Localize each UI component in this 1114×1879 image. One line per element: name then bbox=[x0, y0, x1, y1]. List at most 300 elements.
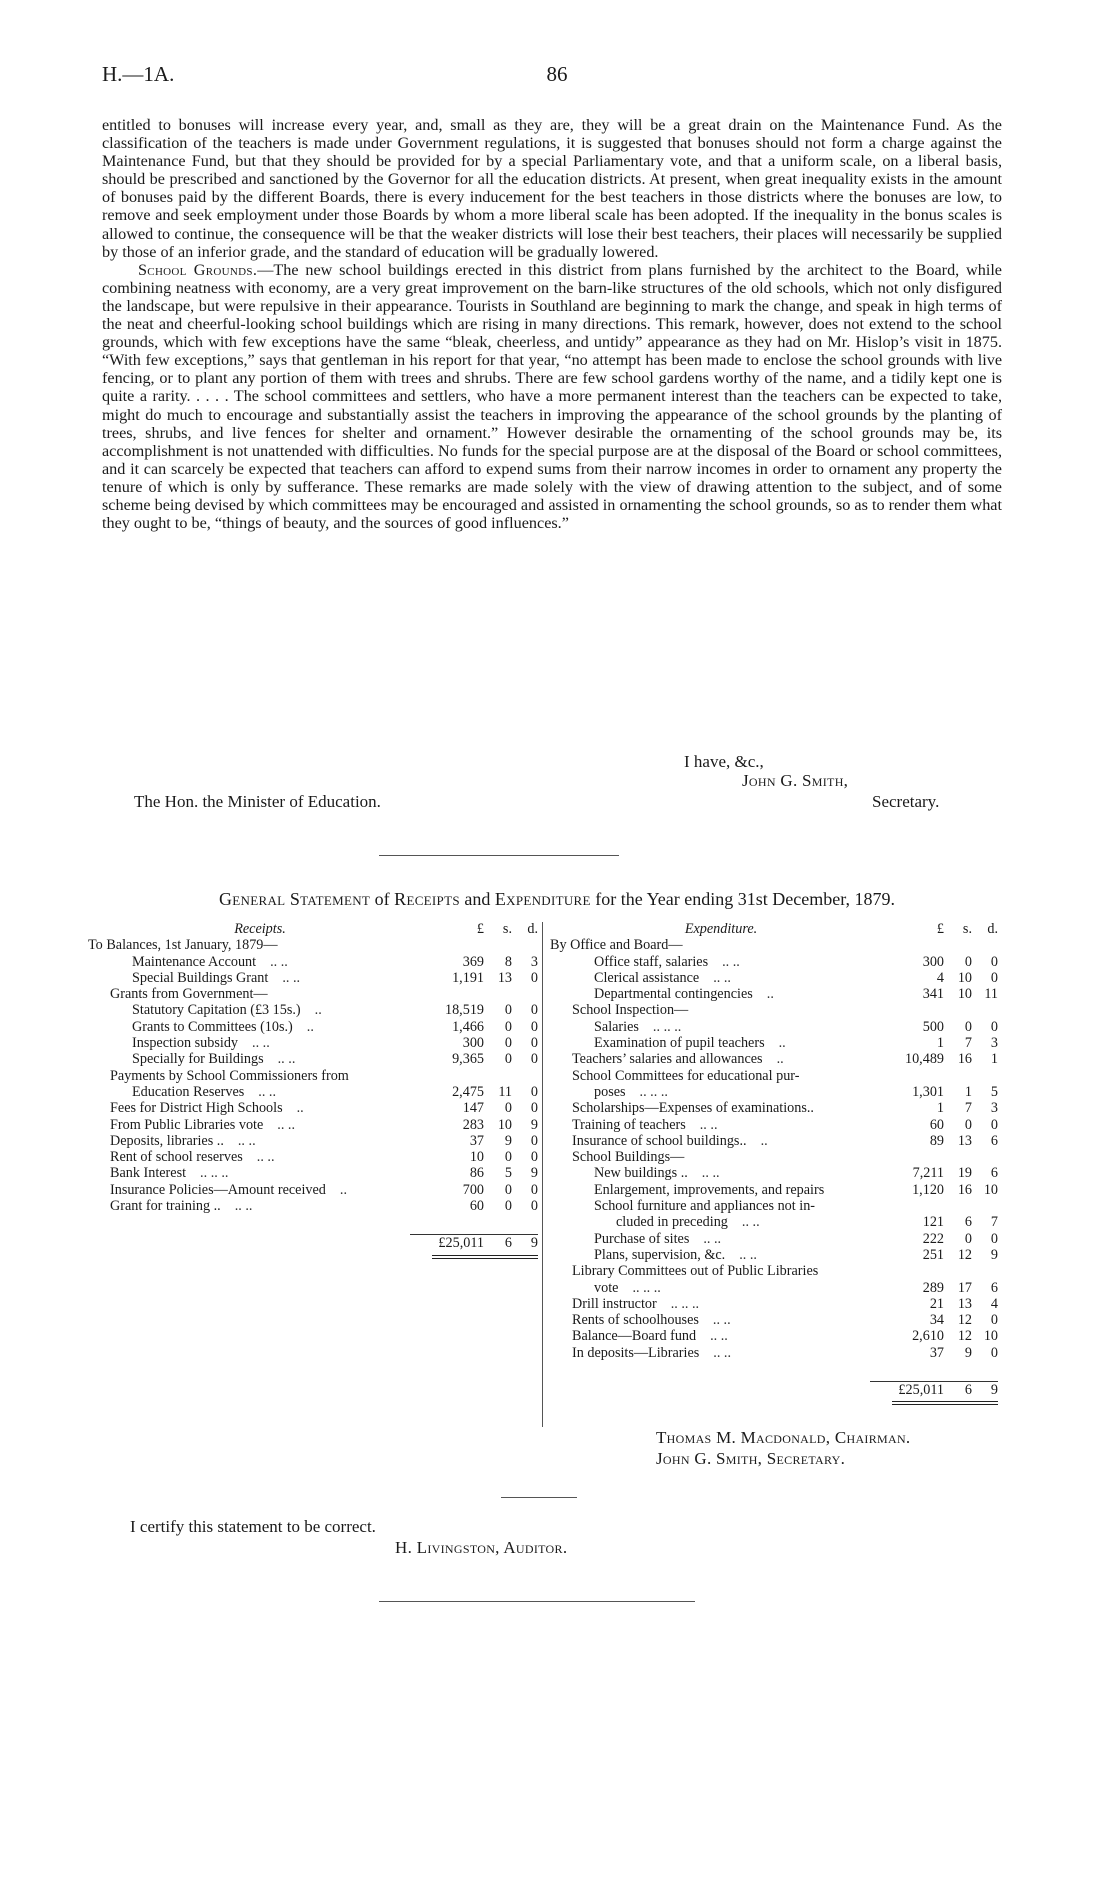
expenditure-row bbox=[550, 1035, 998, 1051]
expenditure-shillings: 12 bbox=[957, 1312, 972, 1329]
document-code: H.—1A. bbox=[102, 62, 175, 86]
receipts-pounds: 86 bbox=[469, 1165, 484, 1182]
expenditure-row bbox=[550, 1100, 998, 1116]
expenditure-label-text: Salaries bbox=[594, 1018, 639, 1035]
receipts-row bbox=[88, 1035, 538, 1051]
expenditure-row bbox=[550, 1068, 998, 1084]
expenditure-label bbox=[550, 1182, 892, 1198]
expenditure-label bbox=[550, 1198, 892, 1214]
expenditure-label bbox=[550, 1133, 892, 1149]
expenditure-shillings: 7 bbox=[964, 1100, 972, 1117]
receipts-leader-dots: .. .. bbox=[277, 1116, 296, 1133]
expenditure-label-text: Rents of schoolhouses bbox=[572, 1312, 699, 1329]
expenditure-label-text: Training of teachers bbox=[572, 1116, 686, 1133]
receipts-leader-dots: .. .. bbox=[256, 1149, 275, 1166]
expenditure-label bbox=[550, 954, 892, 970]
expenditure-pounds: 121 bbox=[922, 1214, 944, 1231]
receipts-pence: 0 bbox=[530, 1083, 538, 1100]
receipts-leader-dots: .. bbox=[296, 1100, 304, 1117]
receipts-label bbox=[88, 1002, 432, 1018]
expenditure-label bbox=[550, 1149, 892, 1165]
receipts-label-text: Payments by School Commissioners from bbox=[110, 1067, 349, 1084]
expenditure-heading: Expenditure. bbox=[684, 921, 758, 937]
expenditure-label bbox=[550, 1312, 892, 1328]
receipts-leader-dots: .. .. bbox=[282, 969, 301, 986]
receipts-row bbox=[88, 1198, 538, 1214]
expenditure-row bbox=[550, 954, 998, 970]
receipts-leader-dots: .. bbox=[339, 1181, 347, 1198]
receipts-pence: 0 bbox=[530, 1018, 538, 1035]
expenditure-label bbox=[550, 1117, 892, 1133]
expenditure-label bbox=[550, 970, 892, 986]
receipts-total-row bbox=[88, 1234, 538, 1251]
title-word: Statement bbox=[289, 889, 371, 909]
expenditure-leader-dots: .. .. bbox=[713, 969, 731, 986]
receipts-shillings: 0 bbox=[504, 1035, 512, 1052]
expenditure-shillings: 0 bbox=[964, 1116, 972, 1133]
expenditure-label-text: Insurance of school buildings.. bbox=[572, 1132, 747, 1149]
paragraph-school-grounds-text: —The new school buildings erected in this district from plans furnished by the architect to the Board, while combining neatness with economy, are a very great improvement on the barn-like structures of the old schools, which not only disfigured the landscape, but were repulsive in their appearance. Tourists in Southland are beginning to mark the change, and speak in high terms of the neat and cheerful-looking school buildings which are rising in many directions. This remark, however, does not extend to the school grounds, which with few exceptions have the same “bleak, cheerless, and untidy” appearance as they had on Mr. Hislop’s visit in 1875. “With few exceptions,” says that gentleman in his report for that year, “no attempt has been made to enclose the school grounds with live fencing, or to plant any portion of them with trees and shrubs. There are few school gardens worthy of the name, and a tidily kept one is quite a rarity. . . . . The school committees and settlers, who have a more permanent interest than the teachers can be expected to take, might do much to encourage and substantially assist the teachers in improving the appearance of the school grounds by the planting of trees, shrubs, and live fences for shelter and ornament.” However desirable the ornamenting of the school grounds may be, its accomplishment is not unattended with difficulties. No funds for the special purpose are at the disposal of the Board or school committees, and it can scarcely be expected that teachers can afford to expend sums from their narrow incomes in order to ornament any property the tenure of which is only by sufferance. These remarks are made solely with the view of drawing attention to the subject, and of some scheme being devised by which committees may be encouraged and assisted in ornamenting the school grounds, so as to render them what they ought to be, “things of beauty, and the sources of good influences.” bbox=[102, 260, 1002, 533]
expenditure-pence: 10 bbox=[983, 1181, 998, 1198]
receipts-label-text: Maintenance Account bbox=[132, 953, 257, 970]
expenditure-leader-dots: .. .. .. bbox=[670, 1295, 700, 1312]
shillings-header: s. bbox=[962, 921, 972, 937]
expenditure-label-text: Drill instructor bbox=[572, 1295, 657, 1312]
expenditure-label-text: Plans, supervision, &c. bbox=[594, 1246, 726, 1263]
expenditure-pence: 7 bbox=[990, 1214, 998, 1231]
receipts-leader-dots: .. .. bbox=[277, 1051, 296, 1068]
receipts-shillings: 11 bbox=[498, 1083, 512, 1100]
receipts-pence: 9 bbox=[530, 1165, 538, 1182]
receipts-shillings: 0 bbox=[504, 1018, 512, 1035]
expenditure-pence: 0 bbox=[990, 1018, 998, 1035]
receipts-row bbox=[88, 1117, 538, 1133]
expenditure-pence: 0 bbox=[990, 1230, 998, 1247]
receipts-row bbox=[88, 1002, 538, 1018]
expenditure-label-text: In deposits—Libraries bbox=[572, 1344, 700, 1361]
expenditure-row bbox=[550, 1182, 998, 1198]
expenditure-leader-dots: .. bbox=[778, 1035, 786, 1052]
receipts-rows bbox=[88, 937, 538, 1214]
expenditure-pence: 9 bbox=[990, 1246, 998, 1263]
expenditure-label-text: Enlargement, improvements, and repairs bbox=[594, 1181, 825, 1198]
receipts-column bbox=[88, 921, 538, 1259]
expenditure-label bbox=[550, 1084, 892, 1100]
expenditure-pounds: 37 bbox=[929, 1344, 944, 1361]
receipts-pounds: 60 bbox=[469, 1198, 484, 1215]
expenditure-pounds: 1,120 bbox=[912, 1181, 944, 1198]
expenditure-pence: 6 bbox=[990, 1279, 998, 1296]
receipts-label-text: Statutory Capitation (£3 15s.) bbox=[132, 1002, 301, 1019]
receipts-pence: 0 bbox=[530, 1198, 538, 1215]
receipts-leader-dots: .. .. bbox=[258, 1083, 277, 1100]
receipts-leader-dots: .. bbox=[314, 1002, 322, 1019]
title-word: Receipts bbox=[394, 889, 460, 909]
receipts-pounds: 37 bbox=[469, 1132, 484, 1149]
expenditure-leader-dots: .. .. .. bbox=[652, 1018, 682, 1035]
receipts-shillings: 5 bbox=[504, 1165, 512, 1182]
pounds-header: £ bbox=[936, 921, 944, 937]
receipts-pounds: 10 bbox=[469, 1149, 484, 1166]
expenditure-pence: 0 bbox=[990, 1116, 998, 1133]
receipts-row bbox=[88, 1068, 538, 1084]
expenditure-label bbox=[550, 1002, 892, 1018]
expenditure-shillings: 12 bbox=[957, 1246, 972, 1263]
expenditure-pounds: 1,301 bbox=[912, 1083, 944, 1100]
expenditure-shillings: 10 bbox=[957, 986, 972, 1003]
receipts-label-text: Special Buildings Grant bbox=[132, 969, 269, 986]
receipts-leader-dots: .. bbox=[306, 1018, 314, 1035]
expenditure-pence: 0 bbox=[990, 969, 998, 986]
receipts-label bbox=[88, 1035, 432, 1051]
expenditure-row bbox=[550, 1051, 998, 1067]
expenditure-column bbox=[550, 921, 998, 1405]
expenditure-pounds: 251 bbox=[922, 1246, 944, 1263]
receipts-pounds: 1,191 bbox=[452, 969, 484, 986]
expenditure-label bbox=[550, 1100, 892, 1116]
expenditure-pence: 11 bbox=[984, 986, 998, 1003]
expenditure-label bbox=[550, 986, 892, 1002]
receipts-label-text: Inspection subsidy bbox=[132, 1035, 239, 1052]
receipts-row bbox=[88, 1149, 538, 1165]
expenditure-row bbox=[550, 1117, 998, 1133]
end-divider bbox=[379, 1601, 695, 1602]
receipts-label bbox=[88, 1182, 432, 1198]
receipts-label bbox=[88, 1198, 432, 1214]
title-word: of bbox=[374, 889, 390, 909]
expenditure-leader-dots: .. .. bbox=[710, 1328, 728, 1345]
receipts-total-double-rule bbox=[432, 1255, 538, 1259]
expenditure-label-text: Examination of pupil teachers bbox=[594, 1035, 765, 1052]
letter-addressee: The Hon. the Minister of Education. bbox=[134, 792, 381, 811]
expenditure-label-text: School furniture and appliances not in- bbox=[594, 1198, 816, 1215]
expenditure-shillings: 19 bbox=[957, 1165, 972, 1182]
receipts-pence: 0 bbox=[530, 1132, 538, 1149]
expenditure-label-text: Library Committees out of Public Libraries bbox=[572, 1263, 819, 1280]
expenditure-leader-dots: .. .. bbox=[699, 1116, 718, 1133]
expenditure-pence: 6 bbox=[990, 1132, 998, 1149]
title-word: General bbox=[219, 889, 286, 909]
short-divider bbox=[501, 1497, 577, 1498]
statement-title bbox=[0, 889, 1114, 910]
expenditure-shillings: 16 bbox=[957, 1051, 972, 1068]
receipts-label bbox=[88, 1149, 432, 1165]
expenditure-row bbox=[550, 1231, 998, 1247]
chairman-signature: Thomas M. Macdonald, Chairman. bbox=[656, 1428, 911, 1447]
receipts-row bbox=[88, 1019, 538, 1035]
receipts-total-shillings: 6 bbox=[484, 1234, 512, 1251]
expenditure-shillings: 7 bbox=[964, 1035, 972, 1052]
expenditure-leader-dots: .. .. bbox=[712, 1312, 731, 1329]
receipts-shillings: 0 bbox=[504, 1002, 512, 1019]
expenditure-label bbox=[550, 1280, 892, 1296]
expenditure-pence: 0 bbox=[990, 1344, 998, 1361]
expenditure-row bbox=[550, 1198, 998, 1214]
receipts-leader-dots: .. .. .. bbox=[200, 1165, 229, 1182]
receipts-shillings: 0 bbox=[504, 1198, 512, 1215]
receipts-label bbox=[88, 1100, 432, 1116]
expenditure-leader-dots: .. .. bbox=[741, 1214, 760, 1231]
receipts-label bbox=[88, 937, 432, 953]
expenditure-pounds: 2,610 bbox=[912, 1328, 944, 1345]
expenditure-shillings: 0 bbox=[964, 1018, 972, 1035]
expenditure-label-text: vote bbox=[594, 1279, 619, 1296]
report-body bbox=[102, 116, 1002, 532]
expenditure-rows bbox=[550, 937, 998, 1361]
expenditure-label bbox=[550, 1165, 892, 1181]
expenditure-total-pence: 9 bbox=[972, 1381, 998, 1398]
expenditure-label-text: Office staff, salaries bbox=[594, 953, 709, 970]
expenditure-row bbox=[550, 1312, 998, 1328]
expenditure-label-text: Purchase of sites bbox=[594, 1230, 690, 1247]
expenditure-leader-dots: .. .. bbox=[722, 953, 740, 970]
letter-signatory-title: Secretary. bbox=[872, 792, 940, 811]
receipts-label-text: From Public Libraries vote bbox=[110, 1116, 264, 1133]
expenditure-pence: 6 bbox=[990, 1165, 998, 1182]
receipts-leader-dots: .. .. bbox=[234, 1198, 253, 1215]
receipts-pounds: 9,365 bbox=[452, 1051, 484, 1068]
expenditure-label-text: School Inspection— bbox=[572, 1002, 689, 1019]
receipts-pence: 9 bbox=[530, 1116, 538, 1133]
receipts-label bbox=[88, 1117, 432, 1133]
expenditure-pounds: 89 bbox=[929, 1132, 944, 1149]
expenditure-label bbox=[550, 1051, 892, 1067]
paragraph-bonuses: entitled to bonuses will increase every year, and, small as they are, they will be a great drain on the Maintenance Fund. As the classification of the teachers is made under Government regulations, it is suggested that bonuses should not form a charge against the Maintenance Fund, but that they should be provided for by a special Parliamentary vote, and that a uniform scale, on a liberal basis, should be prescribed and sanctioned by the Governor for all the education districts. At present, when great inequality exists in the amount of bonuses paid by the different Boards, there is every inducement for the best teachers in those districts where the bonuses are low, to remove and seek employment under those Boards by whom a more liberal scale has been adopted. If the inequality in the bonus scales is allowed to continue, the consequence will be that the weaker districts will lose their best teachers, their places will necessarily be supplied by those of an inferior grade, and the standard of education will be gradually lowered. bbox=[102, 116, 1002, 261]
expenditure-shillings: 13 bbox=[957, 1295, 972, 1312]
expenditure-pence: 1 bbox=[990, 1051, 998, 1068]
expenditure-label bbox=[550, 1328, 892, 1344]
expenditure-label bbox=[550, 1214, 892, 1230]
expenditure-leader-dots: .. bbox=[760, 1132, 768, 1149]
expenditure-row bbox=[550, 937, 998, 953]
receipts-pence: 0 bbox=[530, 1035, 538, 1052]
expenditure-label-text: School Buildings— bbox=[572, 1149, 685, 1166]
receipts-label-text: Grants to Committees (10s.) bbox=[132, 1018, 293, 1035]
receipts-leader-dots: .. .. bbox=[270, 953, 288, 970]
expenditure-shillings: 9 bbox=[964, 1344, 972, 1361]
section-divider bbox=[379, 855, 619, 856]
expenditure-row bbox=[550, 1214, 998, 1230]
receipts-shillings: 0 bbox=[504, 1149, 512, 1166]
secretary-signature: John G. Smith, Secretary. bbox=[656, 1449, 846, 1468]
expenditure-label-text: New buildings .. bbox=[594, 1165, 688, 1182]
expenditure-header-row bbox=[550, 921, 998, 937]
certification-text: I certify this statement to be correct. bbox=[130, 1517, 376, 1536]
receipts-label-text: Rent of school reserves bbox=[110, 1149, 243, 1166]
expenditure-row bbox=[550, 1345, 998, 1361]
receipts-pence: 0 bbox=[530, 1181, 538, 1198]
pence-header: d. bbox=[987, 921, 998, 937]
receipts-label-text: Fees for District High Schools bbox=[110, 1100, 283, 1117]
title-word: Expenditure bbox=[494, 889, 591, 909]
expenditure-label bbox=[550, 1068, 892, 1084]
expenditure-pounds: 34 bbox=[929, 1312, 944, 1329]
expenditure-pounds: 60 bbox=[929, 1116, 944, 1133]
title-word: for the Year ending 31st December, 1879. bbox=[595, 889, 895, 909]
receipts-label-text: Insurance Policies—Amount received bbox=[110, 1181, 326, 1198]
expenditure-label-text: School Committees for educational pur- bbox=[572, 1067, 800, 1084]
section-heading-school-grounds: School Grounds. bbox=[138, 260, 258, 279]
receipts-label bbox=[88, 1051, 432, 1067]
expenditure-label bbox=[550, 1247, 892, 1263]
expenditure-shillings: 0 bbox=[964, 1230, 972, 1247]
expenditure-leader-dots: .. .. .. bbox=[639, 1083, 668, 1100]
expenditure-shillings: 0 bbox=[964, 953, 972, 970]
receipts-row bbox=[88, 970, 538, 986]
expenditure-pence: 0 bbox=[990, 1312, 998, 1329]
receipts-pounds: 1,466 bbox=[452, 1018, 484, 1035]
receipts-label bbox=[88, 970, 432, 986]
receipts-shillings: 0 bbox=[504, 1051, 512, 1068]
expenditure-label-text: By Office and Board— bbox=[550, 937, 683, 954]
expenditure-leader-dots: .. .. bbox=[713, 1344, 731, 1361]
shillings-header: s. bbox=[502, 921, 512, 937]
receipts-label-text: Specially for Buildings bbox=[132, 1051, 264, 1068]
receipts-row bbox=[88, 1084, 538, 1100]
expenditure-label bbox=[550, 1296, 892, 1312]
expenditure-pounds: 300 bbox=[922, 953, 944, 970]
expenditure-label-text: Scholarships—Expenses of examinations.. bbox=[572, 1100, 814, 1117]
receipts-label bbox=[88, 986, 432, 1002]
receipts-label bbox=[88, 1084, 432, 1100]
paragraph-school-grounds bbox=[102, 261, 1002, 532]
expenditure-row bbox=[550, 1263, 998, 1279]
expenditure-pounds: 4 bbox=[936, 969, 944, 986]
expenditure-pounds: 7,211 bbox=[912, 1165, 944, 1182]
receipts-pounds: 369 bbox=[462, 953, 484, 970]
expenditure-row bbox=[550, 1280, 998, 1296]
receipts-pounds: 2,475 bbox=[452, 1083, 484, 1100]
expenditure-label-text: cluded in preceding bbox=[616, 1214, 728, 1231]
pounds-header: £ bbox=[476, 921, 484, 937]
receipts-row bbox=[88, 1100, 538, 1116]
expenditure-leader-dots: .. .. bbox=[703, 1230, 722, 1247]
expenditure-row bbox=[550, 970, 998, 986]
expenditure-leader-dots: .. .. bbox=[739, 1246, 757, 1263]
expenditure-total-row bbox=[550, 1381, 998, 1398]
receipts-leader-dots: .. .. bbox=[252, 1035, 270, 1052]
expenditure-shillings: 6 bbox=[964, 1214, 972, 1231]
receipts-pounds: 300 bbox=[462, 1035, 484, 1052]
title-word: and bbox=[464, 889, 491, 909]
expenditure-pence: 5 bbox=[990, 1083, 998, 1100]
expenditure-pounds: 1 bbox=[936, 1100, 944, 1117]
receipts-label-text: To Balances, 1st January, 1879— bbox=[88, 937, 278, 954]
expenditure-shillings: 16 bbox=[957, 1181, 972, 1198]
expenditure-pounds: 341 bbox=[922, 986, 944, 1003]
expenditure-shillings: 12 bbox=[957, 1328, 972, 1345]
expenditure-pounds: 1 bbox=[936, 1035, 944, 1052]
expenditure-row bbox=[550, 1328, 998, 1344]
receipts-label-text: Deposits, libraries .. bbox=[110, 1132, 224, 1149]
receipts-pounds: 700 bbox=[462, 1181, 484, 1198]
expenditure-pounds: 222 bbox=[922, 1230, 944, 1247]
expenditure-shillings: 10 bbox=[957, 969, 972, 986]
expenditure-total-pounds: £25,011 bbox=[870, 1381, 944, 1398]
receipts-shillings: 9 bbox=[504, 1132, 512, 1149]
receipts-row bbox=[88, 1165, 538, 1181]
receipts-row bbox=[88, 954, 538, 970]
expenditure-total-shillings: 6 bbox=[944, 1381, 972, 1398]
expenditure-label-text: Teachers’ salaries and allowances bbox=[572, 1051, 763, 1068]
expenditure-label-text: Balance—Board fund bbox=[572, 1328, 697, 1345]
expenditure-total-double-rule bbox=[892, 1401, 998, 1405]
expenditure-leader-dots: .. .. bbox=[701, 1165, 720, 1182]
expenditure-row bbox=[550, 1133, 998, 1149]
expenditure-label bbox=[550, 1231, 892, 1247]
expenditure-leader-dots: .. bbox=[776, 1051, 784, 1068]
receipts-label bbox=[88, 1165, 432, 1181]
expenditure-shillings: 1 bbox=[964, 1083, 972, 1100]
receipts-leader-dots: .. .. bbox=[237, 1132, 256, 1149]
expenditure-pence: 4 bbox=[990, 1295, 998, 1312]
receipts-total-pounds: £25,011 bbox=[410, 1234, 484, 1251]
expenditure-shillings: 17 bbox=[957, 1279, 972, 1296]
receipts-shillings: 8 bbox=[504, 953, 512, 970]
expenditure-row bbox=[550, 1002, 998, 1018]
expenditure-label bbox=[550, 1263, 892, 1279]
expenditure-pounds: 289 bbox=[922, 1279, 944, 1296]
receipts-shillings: 10 bbox=[497, 1116, 512, 1133]
receipts-row bbox=[88, 986, 538, 1002]
expenditure-row bbox=[550, 1019, 998, 1035]
receipts-shillings: 0 bbox=[504, 1100, 512, 1117]
letter-signature: John G. Smith, bbox=[742, 771, 849, 790]
expenditure-label bbox=[550, 1035, 892, 1051]
expenditure-label bbox=[550, 937, 892, 953]
expenditure-row bbox=[550, 986, 998, 1002]
expenditure-row bbox=[550, 1149, 998, 1165]
receipts-pounds: 147 bbox=[462, 1100, 484, 1117]
expenditure-label bbox=[550, 1345, 892, 1361]
expenditure-row bbox=[550, 1084, 998, 1100]
receipts-label-text: Bank Interest bbox=[110, 1165, 187, 1182]
expenditure-pounds: 10,489 bbox=[904, 1051, 944, 1068]
receipts-pence: 0 bbox=[530, 1100, 538, 1117]
receipts-pence: 0 bbox=[530, 1149, 538, 1166]
expenditure-row bbox=[550, 1296, 998, 1312]
letter-closing: I have, &c., bbox=[684, 752, 764, 771]
receipts-pence: 0 bbox=[530, 1051, 538, 1068]
receipts-pence: 3 bbox=[530, 953, 538, 970]
expenditure-pence: 0 bbox=[990, 953, 998, 970]
receipts-pence: 0 bbox=[530, 969, 538, 986]
expenditure-label-text: Clerical assistance bbox=[594, 969, 700, 986]
expenditure-pounds: 21 bbox=[929, 1295, 944, 1312]
receipts-header-row bbox=[88, 921, 538, 937]
receipts-row bbox=[88, 1051, 538, 1067]
page-number: 86 bbox=[546, 62, 568, 86]
receipts-heading: Receipts. bbox=[234, 921, 286, 937]
expenditure-leader-dots: .. bbox=[766, 986, 774, 1003]
expenditure-pence: 10 bbox=[983, 1328, 998, 1345]
receipts-label bbox=[88, 1068, 432, 1084]
receipts-label bbox=[88, 954, 432, 970]
receipts-total-pence: 9 bbox=[512, 1234, 538, 1251]
receipts-pounds: 18,519 bbox=[444, 1002, 484, 1019]
expenditure-label-text: poses bbox=[594, 1083, 626, 1100]
expenditure-pence: 3 bbox=[990, 1100, 998, 1117]
expenditure-pounds: 500 bbox=[922, 1018, 944, 1035]
receipts-row bbox=[88, 1133, 538, 1149]
expenditure-leader-dots: .. .. .. bbox=[632, 1279, 661, 1296]
receipts-pounds: 283 bbox=[462, 1116, 484, 1133]
receipts-label bbox=[88, 1019, 432, 1035]
expenditure-shillings: 13 bbox=[957, 1132, 972, 1149]
receipts-row bbox=[88, 1182, 538, 1198]
receipts-label bbox=[88, 1133, 432, 1149]
expenditure-label bbox=[550, 1019, 892, 1035]
